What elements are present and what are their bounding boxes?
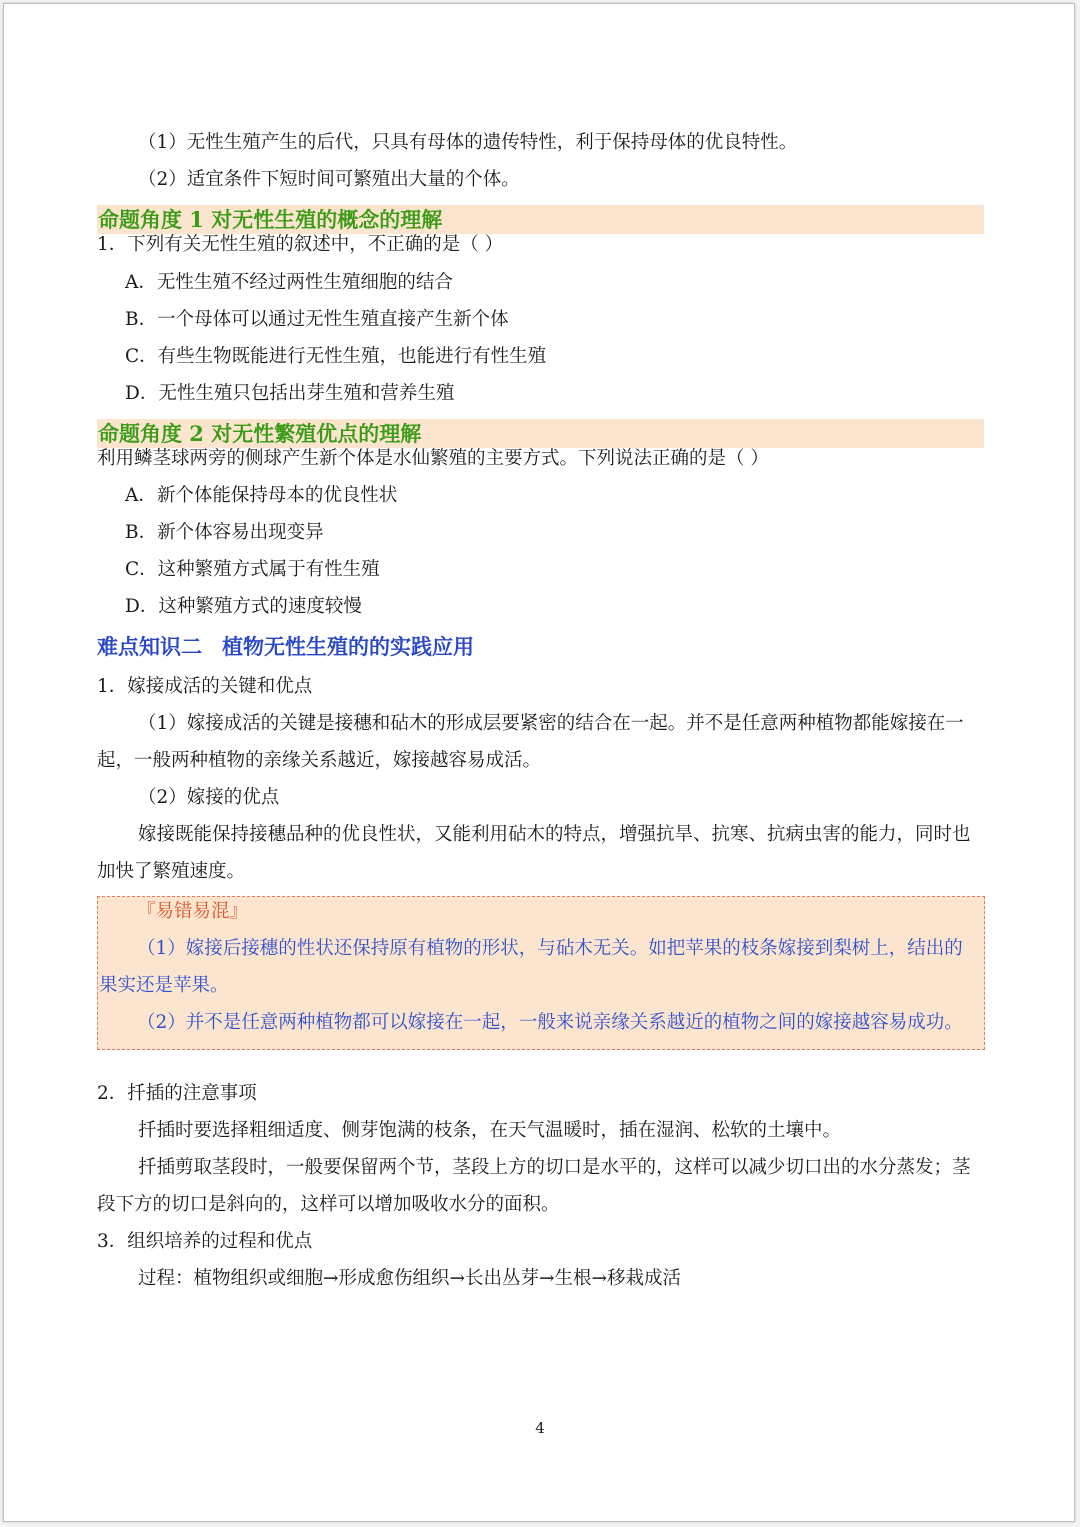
- angle2-question: 利用鳞茎球两旁的侧球产生新个体是水仙繁殖的主要方式。下列说法正确的是（ ）: [97, 448, 769, 469]
- angle1-option-b: B．一个母体可以通过无性生殖直接产生新个体: [125, 309, 509, 330]
- note-line-3: （2）并不是任意两种植物都可以嫁接在一起，一般来说亲缘关系越近的植物之间的嫁接越容易成功。: [137, 1012, 963, 1033]
- angle1-heading: 命题角度 1 对无性生殖的概念的理解: [97, 205, 984, 234]
- note-line-1: （1）嫁接后接穗的性状还保持原有植物的形状，与砧木无关。如把苹果的枝条嫁接到梨树上，结出的: [137, 938, 963, 959]
- grafting-key-line-1: （1）嫁接成活的关键是接穗和砧木的形成层要紧密的结合在一起。并不是任意两种植物都能嫁接在一: [138, 713, 964, 734]
- cutting-line-2: 扦插剪取茎段时，一般要保留两个节，茎段上方的切口是水平的，这样可以减少切口出的水分蒸发；茎: [138, 1157, 971, 1178]
- grafting-title: 1．嫁接成活的关键和优点: [97, 676, 313, 697]
- note-line-2: 果实还是苹果。: [99, 975, 229, 996]
- section-title-topic: 植物无性生殖的的实践应用: [222, 634, 474, 659]
- angle2-option-a: A．新个体能保持母本的优良性状: [125, 485, 398, 506]
- intro-line-2: （2）适宜条件下短时间可繁殖出大量的个体。: [138, 169, 520, 190]
- section-title-label: 难点知识二: [97, 634, 202, 659]
- grafting-advantage-line-1: 嫁接既能保持接穗品种的优良性状，又能利用砧木的特点，增强抗旱、抗寒、抗病虫害的能力，同时也: [138, 824, 971, 845]
- angle1-option-a: A．无性生殖不经过两性生殖细胞的结合: [125, 272, 453, 293]
- angle2-option-d: D．这种繁殖方式的速度较慢: [125, 596, 362, 617]
- grafting-key-line-2: 起，一般两种植物的亲缘关系越近，嫁接越容易成活。: [97, 750, 542, 771]
- angle2-heading: 命题角度 2 对无性繁殖优点的理解: [97, 419, 984, 448]
- tissue-culture-title: 3．组织培养的过程和优点: [97, 1231, 313, 1252]
- angle2-option-b: B．新个体容易出现变异: [125, 522, 324, 543]
- angle2-option-c: C．这种繁殖方式属于有性生殖: [125, 559, 380, 580]
- section-title: [97, 633, 474, 661]
- cutting-line-1: 扦插时要选择粗细适度、侧芽饱满的枝条，在天气温暖时，插在湿润、松软的土壤中。: [138, 1120, 842, 1141]
- note-tag: 『易错易混』: [137, 901, 249, 922]
- cutting-title: 2．扦插的注意事项: [97, 1083, 257, 1104]
- tissue-culture-process: 过程：植物组织或细胞→形成愈伤组织→长出丛芽→生根→移栽成活: [138, 1268, 682, 1289]
- grafting-advantage-line-2: 加快了繁殖速度。: [97, 861, 246, 882]
- cutting-line-3: 段下方的切口是斜向的，这样可以增加吸收水分的面积。: [97, 1194, 560, 1215]
- angle1-option-d: D．无性生殖只包括出芽生殖和营养生殖: [125, 383, 455, 404]
- grafting-advantage-title: （2）嫁接的优点: [138, 787, 280, 808]
- page-number: 4: [535, 1419, 545, 1437]
- angle1-option-c: C．有些生物既能进行无性生殖，也能进行有性生殖: [125, 346, 547, 367]
- angle1-question: 1．下列有关无性生殖的叙述中，不正确的是（ ）: [97, 234, 504, 255]
- error-prone-note-box: [97, 896, 985, 1050]
- intro-line-1: （1）无性生殖产生的后代，只具有母体的遗传特性，利于保持母体的优良特性。: [138, 132, 798, 153]
